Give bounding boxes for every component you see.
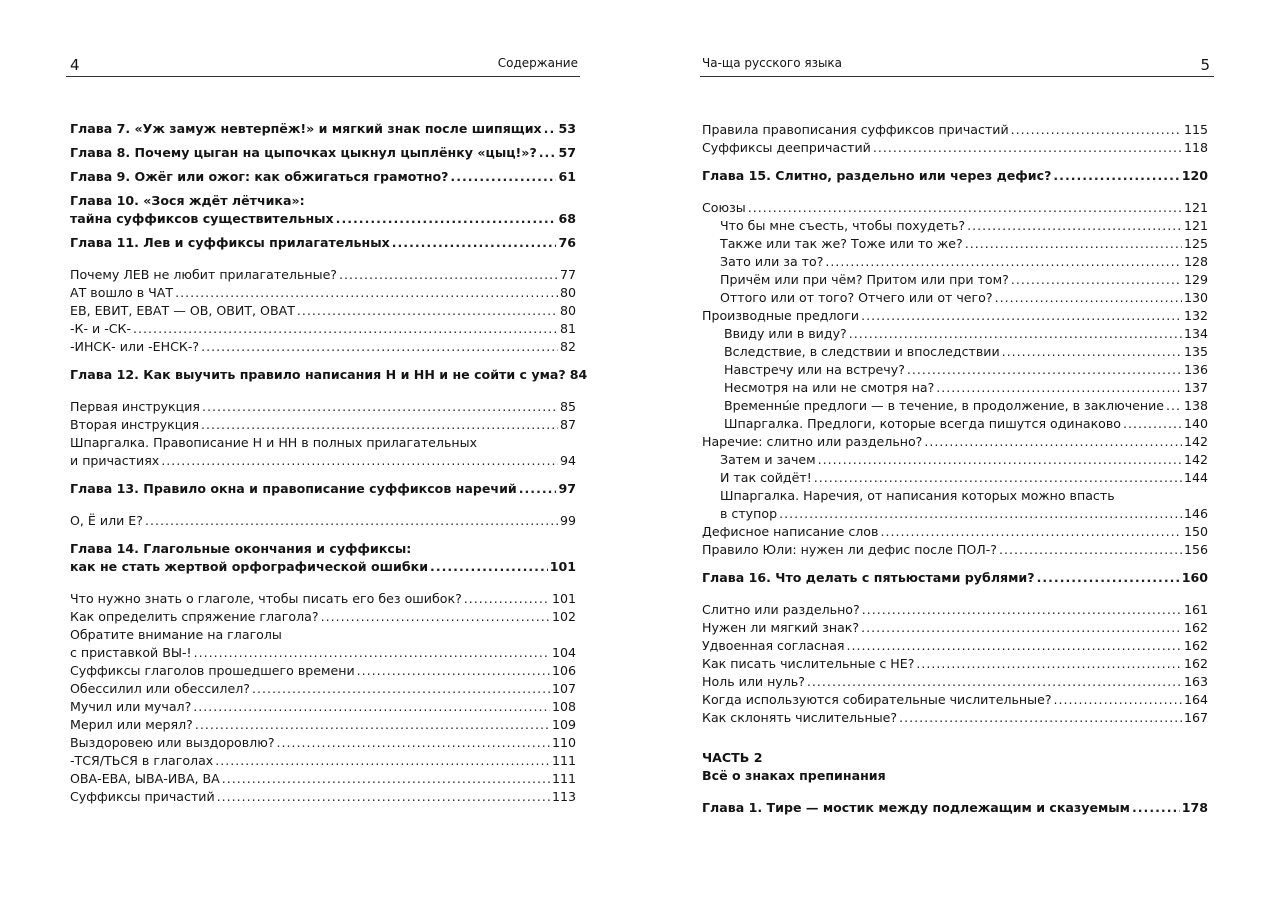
toc-entry[interactable]: Вследствие, в следствии и впоследствии ..... 135 bbox=[702, 343, 1208, 361]
toc-entry[interactable]: Ввиду или в виду? ..... 134 bbox=[702, 325, 1208, 343]
toc-entry[interactable]: Первая инструкция ..... 85 bbox=[70, 398, 576, 416]
toc-chapter[interactable]: Глава 12. Как выучить правило написания Н и НН и не сойти с ума? 84 bbox=[70, 367, 588, 382]
toc-entry[interactable]: Шпаргалка. Предлоги, которые всегда пишутся одинаково ..... 140 bbox=[702, 415, 1208, 433]
toc-entry[interactable]: Временны́е предлоги — в течение, в продолжение, в заключение ..... 138 bbox=[702, 397, 1208, 415]
toc-chapter[interactable]: Глава 16. Что делать с пятьюстами рублями? ..... 160 bbox=[702, 569, 1208, 587]
toc-entry[interactable]: Как определить спряжение глагола? ..... 102 bbox=[70, 608, 576, 626]
toc-entry[interactable]: ЕВ, ЕВИТ, ЕВАТ — ОВ, ОВИТ, ОВАТ ..... 80 bbox=[70, 302, 576, 320]
toc-entry[interactable]: Навстречу или на встречу? ..... 136 bbox=[702, 361, 1208, 379]
toc-entry[interactable]: Нужен ли мягкий знак? ..... 162 bbox=[702, 619, 1208, 637]
toc-entry[interactable]: Как писать числительные с НЕ? ..... 162 bbox=[702, 655, 1208, 673]
toc-entry[interactable]: Обратите внимание на глаголы с приставкой ВЫ-! ..... 104 bbox=[70, 626, 576, 662]
toc-entry[interactable]: Что бы мне съесть, чтобы похудеть? ..... 121 bbox=[702, 217, 1208, 235]
toc-entry[interactable]: Вторая инструкция ..... 87 bbox=[70, 416, 576, 434]
toc-entry[interactable]: Что нужно знать о глаголе, чтобы писать его без ошибок? ..... 101 bbox=[70, 590, 576, 608]
toc-entry[interactable]: Зато или за то? ..... 128 bbox=[702, 253, 1208, 271]
part-label: ЧАСТЬ 2 bbox=[702, 750, 763, 765]
page-number: 5 bbox=[1200, 56, 1210, 74]
toc-entry[interactable]: И так сойдёт! ..... 144 bbox=[702, 469, 1208, 487]
toc-entry[interactable]: Выздоровею или выздоровлю? ..... 110 bbox=[70, 734, 576, 752]
toc-entry[interactable]: Почему ЛЕВ не любит прилагательные? ..... 77 bbox=[70, 266, 576, 284]
header-rule bbox=[66, 76, 580, 77]
toc-entry[interactable]: -ИНСК- или -ЕНСК-? ..... 82 bbox=[70, 338, 576, 356]
toc-chapter[interactable]: Глава 8. Почему цыган на цыпочках цыкнул цыплёнку «цыц!»? ..... 57 bbox=[70, 144, 576, 162]
toc-entry[interactable]: Правило Юли: нужен ли дефис после ПОЛ-? ..... 156 bbox=[702, 541, 1208, 559]
toc-chapter[interactable]: Глава 9. Ожёг или ожог: как обжигаться грамотно? ..... 61 bbox=[70, 168, 576, 186]
toc-entry[interactable]: Дефисное написание слов ..... 150 bbox=[702, 523, 1208, 541]
toc-entry[interactable]: Ноль или нуль? ..... 163 bbox=[702, 673, 1208, 691]
toc-chapter[interactable]: Глава 13. Правило окна и правописание суффиксов наречий ..... 97 bbox=[70, 480, 576, 498]
toc-entry[interactable]: Также или так же? Тоже или то же? ..... 125 bbox=[702, 235, 1208, 253]
toc-entry[interactable]: Затем и зачем ..... 142 bbox=[702, 451, 1208, 469]
toc-entry[interactable]: Обессилил или обессилел? ..... 107 bbox=[70, 680, 576, 698]
toc-entry[interactable]: Суффиксы деепричастий ..... 118 bbox=[702, 139, 1208, 157]
toc-entry[interactable]: Шпаргалка. Правописание Н и НН в полных прилагательных и причастиях ..... 94 bbox=[70, 434, 576, 470]
chapter-14-items bbox=[70, 590, 576, 806]
toc-entry[interactable]: Шпаргалка. Наречия, от написания которых можно впасть в ступор ..... 146 bbox=[702, 487, 1208, 523]
toc-entry[interactable]: Как склонять числительные? ..... 167 bbox=[702, 709, 1208, 727]
chapter-12-items bbox=[70, 398, 576, 470]
toc-entry[interactable]: АТ вошло в ЧАТ ..... 80 bbox=[70, 284, 576, 302]
toc-entry[interactable]: Мерил или мерял? ..... 109 bbox=[70, 716, 576, 734]
toc-entry[interactable]: Удвоенная согласная ..... 162 bbox=[702, 637, 1208, 655]
chapter-11-items bbox=[70, 266, 576, 356]
toc-chapter[interactable]: Глава 15. Слитно, раздельно или через дефис? ..... 120 bbox=[702, 167, 1208, 185]
toc-chapter[interactable]: Глава 14. Глагольные окончания и суффиксы: как не стать жертвой орфографической ошибки ..... 101 bbox=[70, 540, 576, 576]
toc-entry[interactable]: Мучил или мучал? ..... 108 bbox=[70, 698, 576, 716]
toc-entry[interactable]: Союзы ..... 121 bbox=[702, 199, 1208, 217]
toc-entry[interactable]: Правила правописания суффиксов причастий ..... 115 bbox=[702, 121, 1208, 139]
running-header: Ча-ща русского языка bbox=[702, 56, 843, 70]
toc-chapter[interactable]: Глава 7. «Уж замуж невтерпёж!» и мягкий знак после шипящих ..... 53 bbox=[70, 120, 576, 138]
toc-chapter[interactable]: Глава 1. Тире — мостик между подлежащим и сказуемым ..... 178 bbox=[702, 799, 1208, 817]
toc-entry[interactable]: Суффиксы глаголов прошедшего времени ..... 106 bbox=[70, 662, 576, 680]
right-page bbox=[640, 0, 1280, 912]
part-title: Всё о знаках препинания bbox=[702, 768, 886, 783]
toc-entry[interactable]: Когда используются собирательные числительные? ..... 164 bbox=[702, 691, 1208, 709]
toc-entry[interactable]: Производные предлоги ..... 132 bbox=[702, 307, 1208, 325]
toc-entry[interactable]: Причём или при чём? Притом или при том? ..... 129 bbox=[702, 271, 1208, 289]
table-of-contents bbox=[70, 120, 588, 806]
toc-entry[interactable]: Наречие: слитно или раздельно? ..... 142 bbox=[702, 433, 1208, 451]
toc-entry[interactable]: Слитно или раздельно? ..... 161 bbox=[702, 601, 1208, 619]
toc-entry[interactable]: Оттого или от того? Отчего или от чего? ..... 130 bbox=[702, 289, 1208, 307]
toc-entry[interactable]: Суффиксы причастий ..... 113 bbox=[70, 788, 576, 806]
part-heading bbox=[702, 749, 1208, 785]
toc-chapter[interactable]: Глава 10. «Зося ждёт лётчика»: тайна суффиксов существительных ..... 68 bbox=[70, 192, 576, 228]
toc-entry[interactable]: -ТСЯ/ТЬСЯ в глаголах ..... 111 bbox=[70, 752, 576, 770]
toc-chapter[interactable]: Глава 11. Лев и суффиксы прилагательных ..... 76 bbox=[70, 234, 576, 252]
toc-entry[interactable]: О, Ё или Е? ..... 99 bbox=[70, 512, 576, 530]
chapter-16-items bbox=[702, 601, 1208, 727]
running-header: Содержание bbox=[497, 56, 578, 70]
table-of-contents bbox=[702, 121, 1208, 817]
toc-entry[interactable]: Несмотря на или не смотря на? ..... 137 bbox=[702, 379, 1208, 397]
header-rule bbox=[700, 76, 1214, 77]
toc-entry[interactable]: -К- и -СК- ..... 81 bbox=[70, 320, 576, 338]
page-number: 4 bbox=[70, 56, 80, 74]
toc-entry[interactable]: ОВА-ЕВА, ЫВА-ИВА, ВА ..... 111 bbox=[70, 770, 576, 788]
